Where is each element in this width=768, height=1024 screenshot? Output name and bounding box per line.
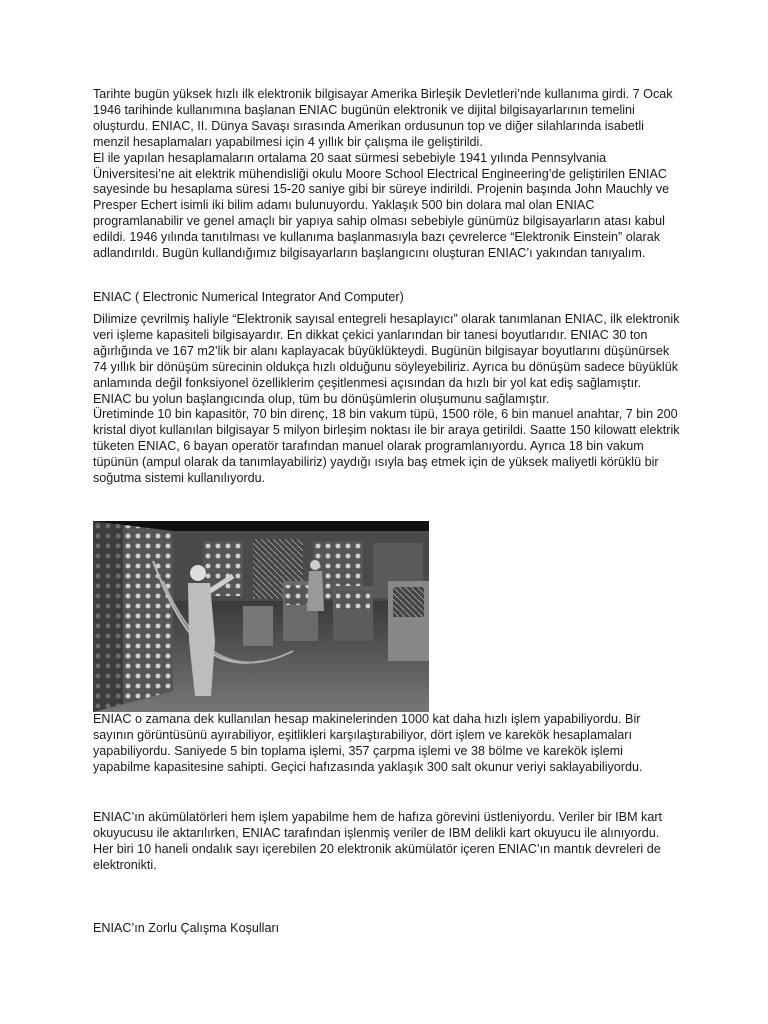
eniac-photo (93, 521, 429, 712)
performance-paragraph: ENIAC o zamana dek kullanılan hesap makinelerinden 1000 kat daha hızlı işlem yapabiliyordu. Bir sayının görüntüsünü ayırabiliyor, eşitlikleri karşılaştırabiliyor, dört işlem ve karekök hesaplamaları yapabiliyordu. Saniyede 5 bin toplama işlemi, 357 çarpma işlemi ve 38 bölme ve karekök işlemi yapabilme kapasitesine sahipti. Geçici hafızasında yaklaşık 300 salt okunur veriyi saklayabiliyordu. (93, 712, 643, 774)
section-heading: ENIAC ( Electronic Numerical Integrator And Computer) (93, 290, 404, 304)
conditions-heading: ENIAC’ın Zorlu Çalışma Koşulları (93, 921, 280, 935)
intro-paragraph: Tarihte bugün yüksek hızlı ilk elektronik bilgisayar Amerika Birleşik Devletleri’nde kullanıma girdi. 7 Ocak 1946 tarihinde kullanımına başlanan ENIAC bugünün elektronik ve dijital bilgisayarlarının temelini oluşturdu. ENIAC, II. Dünya Savaşı sırasında Amerikan ordusunun top ve diğer silahlarında isabetli menzil hesaplamaları yapabilmesi için 4 yıllık bir çalışma ile geliştirildi. El ile yapılan hesaplamaların ortalama 20 saat sürmesi sebebiyle 1941 yılında Pennsylvania Üniversitesi’ne ait elektrik mühendisliği okulu Moore School Electrical Engineering’de geliştirilen ENIAC sayesinde bu hesaplama süresi 15-20 saniye gibi bir süreye indirildi. Projenin başında John Mauchly ve Presper Echert isimli iki bilim adamı bulunuyordu. Yaklaşık 500 bin dolara mal olan ENIAC programlanabilir ve genel amaçlı bir yapıya sahip olması sebebiyle günümüz bilgisayarların atası kabul edildi. 1946 yılında tanıtılması ve kullanıma başlanmasıyla bazı çevrelerce “Elektronik Einstein” olarak adlandırıldı. Bugün kullandığımız bilgisayarların başlangıcını oluşturan ENIAC’ı yakından tanıyalım. (93, 87, 673, 261)
accumulator-paragraph: ENIAC’ın akümülatörleri hem işlem yapabilme hem de hafıza görevini üstleniyordu. Veriler bir IBM kart okuyucusu ile aktarılırken, ENIAC tarafından işlenmiş veriler de IBM delikli kart okuyucu ile alınıyordu. Her biri 10 haneli ondalık sayı içerebilen 20 elektronik akümülatör içeren ENIAC’ın mantık devreleri de elektronikti. (93, 810, 663, 872)
description-paragraph: Dilimize çevrilmiş haliyle “Elektronik sayısal entegreli hesaplayıcı” olarak tanımlanan ENIAC, ilk elektronik veri işleme kapasiteli bilgisayardır. En dikkat çekici yanlarından bir tanesi boyutlarıdır. ENIAC 30 ton ağırlığında ve 167 m2’lik bir alanı kaplayacak büyüklükteydi. Bugünün bilgisayar boyutlarını düşünürsek 74 yıllık bir dönüşüm sürecinin oldukça hızlı olduğunu söyleyebiliriz. Ayrıca bu dönüşüm sadece büyüklük anlamında değil fonksiyonel özelliklerim çeşitlenmesi açısından da hızlı bir yol kat ediş sağlamıştır. ENIAC bu yolun başlangıcında olup, tüm bu dönüşümlerin oluşumunu sağlamıştır. Üretiminde 10 bin kapasitör, 70 bin direnç, 18 bin vakum tüpü, 1500 röle, 6 bin manuel anahtar, 7 bin 200 kristal diyot kullanılan bilgisayar 5 milyon birleşim noktası ile bir araya getirildi. Saatte 150 kilowatt elektrik tüketen ENIAC, 6 bayan operatör tarafından manuel olarak programlanıyordu. Ayrıca 18 bin vakum tüpünün (ampul olarak da tanımlayabiliriz) yaydığı ısıyla baş etmek için de yüksek maliyetli körüklü bir soğutma sistemi kullanılıyordu. (93, 312, 680, 486)
eniac-photo-illustration (93, 521, 429, 712)
